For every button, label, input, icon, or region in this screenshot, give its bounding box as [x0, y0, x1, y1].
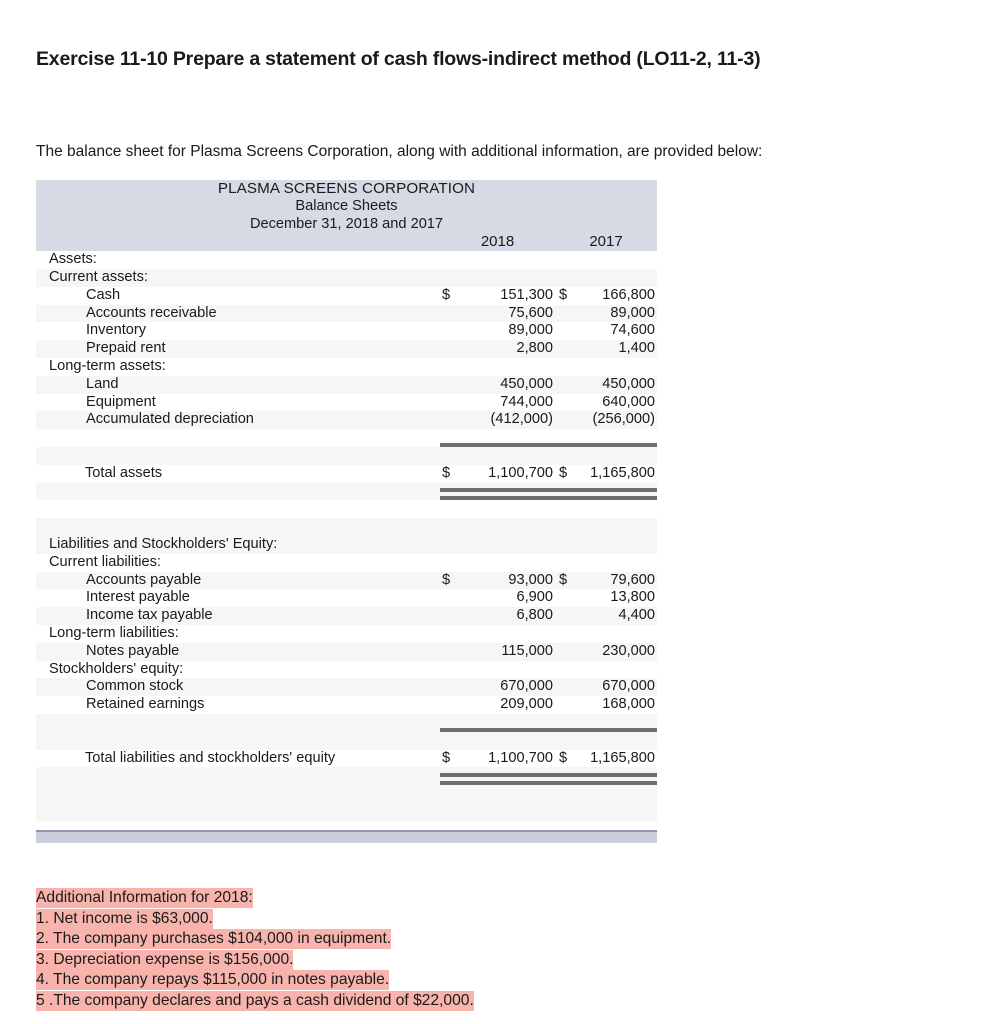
- row-value-cash-2017: 166,800: [577, 287, 657, 305]
- total-liab-eq-value-2017: 1,165,800: [577, 750, 657, 768]
- row-currency-notes-2017: [555, 643, 577, 661]
- row-currency-cs-2017: [555, 678, 577, 696]
- row-value-accounts-payable-2017: 79,600: [577, 572, 657, 590]
- table-row: [36, 411, 657, 429]
- exercise-title: Exercise 11-10 Prepare a statement of cash flows-indirect method (LO11-2, 11-3): [36, 48, 761, 70]
- table-row: [36, 322, 657, 340]
- row-value-interest-payable-2018: 6,900: [460, 589, 555, 607]
- row-value-notes-payable-2017: 230,000: [577, 643, 657, 661]
- row-label-accounts-receivable: Accounts receivable: [36, 305, 440, 323]
- table-row: [36, 358, 657, 376]
- row-currency-accumdep-2018: [440, 411, 460, 429]
- table-row: [36, 287, 657, 305]
- intro-paragraph: The balance sheet for Plasma Screens Corporation, along with additional information, are provided below:: [36, 143, 763, 160]
- table-header-company-row: [36, 180, 657, 198]
- row-currency-prepaid-2018: [440, 340, 460, 358]
- additional-info-item-2: 2. The company purchases $104,000 in equipment.: [36, 930, 392, 948]
- row-currency-inventory-2017: [555, 322, 577, 340]
- row-currency-notes-2018: [440, 643, 460, 661]
- row-currency-cs-2018: [440, 678, 460, 696]
- row-value-cash-2018: 151,300: [460, 287, 555, 305]
- total-liab-eq-currency-2018: $: [440, 750, 460, 768]
- row-label-accounts-payable: Accounts payable: [36, 572, 440, 590]
- row-label-prepaid-rent: Prepaid rent: [36, 340, 440, 358]
- row-value-accounts-receivable-2018: 75,600: [460, 305, 555, 323]
- row-value-income-tax-payable-2018: 6,800: [460, 607, 555, 625]
- row-label-land: Land: [36, 376, 440, 394]
- table-row: [36, 554, 657, 572]
- row-value-common-stock-2018: 670,000: [460, 678, 555, 696]
- row-value-accounts-payable-2018: 93,000: [460, 572, 555, 590]
- row-value-prepaid-rent-2018: 2,800: [460, 340, 555, 358]
- table-row: [36, 269, 657, 287]
- row-currency-itp-2017: [555, 607, 577, 625]
- spacer-row: [36, 785, 657, 803]
- spacer-row: [36, 447, 657, 465]
- row-currency-equipment-2017: [555, 394, 577, 412]
- additional-info-item-5: 5 .The company declares and pays a cash dividend of $22,000.: [36, 991, 474, 1009]
- row-label-notes-payable: Notes payable: [36, 643, 440, 661]
- row-value-inventory-2018: 89,000: [460, 322, 555, 340]
- balance-sheet-table: [36, 180, 657, 821]
- table-row: [36, 696, 657, 714]
- total-assets-currency-2017: $: [555, 465, 577, 483]
- spacer-row: [36, 500, 657, 518]
- assets-header: Assets:: [36, 251, 440, 269]
- table-row: [36, 678, 657, 696]
- total-assets-value-2017: 1,165,800: [577, 465, 657, 483]
- total-liab-eq-value-2018: 1,100,700: [460, 750, 555, 768]
- double-rule-total-liabilities-equity: [440, 767, 657, 785]
- total-assets-currency-2018: $: [440, 465, 460, 483]
- statement-date: December 31, 2018 and 2017: [36, 216, 657, 234]
- row-currency-prepaid-2017: [555, 340, 577, 358]
- additional-info-item-1: 1. Net income is $63,000.: [36, 909, 213, 927]
- current-assets-header: Current assets:: [36, 269, 440, 287]
- table-bottom-bar: [36, 830, 657, 843]
- row-label-inventory: Inventory: [36, 322, 440, 340]
- table-header-statement-row: [36, 198, 657, 216]
- balance-sheet-table-wrapper: [36, 180, 657, 821]
- total-liab-eq-currency-2017: $: [555, 750, 577, 768]
- row-currency-land-2018: [440, 376, 460, 394]
- row-label-retained-earnings: Retained earnings: [36, 696, 440, 714]
- row-label-cash: Cash: [36, 287, 440, 305]
- row-currency-intpay-2018: [440, 589, 460, 607]
- row-value-common-stock-2017: 670,000: [577, 678, 657, 696]
- row-currency-equipment-2018: [440, 394, 460, 412]
- table-row: [36, 394, 657, 412]
- subtotal-rule-assets: [440, 429, 657, 447]
- row-currency-cash-2017: $: [555, 287, 577, 305]
- subtotal-rule-row: [36, 714, 657, 732]
- row-value-equipment-2017: 640,000: [577, 394, 657, 412]
- row-value-interest-payable-2017: 13,800: [577, 589, 657, 607]
- row-value-land-2017: 450,000: [577, 376, 657, 394]
- year-header-spacer: [36, 233, 440, 251]
- row-label-common-stock: Common stock: [36, 678, 440, 696]
- row-currency-ap-2018: $: [440, 572, 460, 590]
- total-liabilities-equity-label: Total liabilities and stockholders' equity: [36, 750, 440, 768]
- current-liabilities-header: Current liabilities:: [36, 554, 440, 572]
- spacer-row: [36, 732, 657, 750]
- row-currency-re-2018: [440, 696, 460, 714]
- table-header-year-row: [36, 233, 657, 251]
- row-label-accumulated-depreciation: Accumulated depreciation: [36, 411, 440, 429]
- additional-info-heading: Additional Information for 2018:: [36, 889, 253, 906]
- total-assets-label: Total assets: [36, 465, 440, 483]
- stockholders-equity-header: Stockholders' equity:: [36, 661, 440, 679]
- row-currency-itp-2018: [440, 607, 460, 625]
- row-value-notes-payable-2018: 115,000: [460, 643, 555, 661]
- table-row: [36, 661, 657, 679]
- total-rule-row: [36, 483, 657, 501]
- row-currency-accumdep-2017: [555, 411, 577, 429]
- row-currency-re-2017: [555, 696, 577, 714]
- additional-info-item-4: 4. The company repays $115,000 in notes payable.: [36, 971, 390, 989]
- row-currency-ap-2017: $: [555, 572, 577, 590]
- long-term-liabilities-header: Long-term liabilities:: [36, 625, 440, 643]
- table-row-total-liabilities-equity: [36, 750, 657, 768]
- row-value-retained-earnings-2017: 168,000: [577, 696, 657, 714]
- long-term-assets-header: Long-term assets:: [36, 358, 440, 376]
- liabilities-equity-header: Liabilities and Stockholders' Equity:: [36, 536, 440, 554]
- row-currency-intpay-2017: [555, 589, 577, 607]
- row-value-prepaid-rent-2017: 1,400: [577, 340, 657, 358]
- row-label-interest-payable: Interest payable: [36, 589, 440, 607]
- table-row: [36, 376, 657, 394]
- table-row: [36, 643, 657, 661]
- table-row: [36, 251, 657, 269]
- row-value-inventory-2017: 74,600: [577, 322, 657, 340]
- table-row: [36, 625, 657, 643]
- total-assets-value-2018: 1,100,700: [460, 465, 555, 483]
- subtotal-rule-row: [36, 429, 657, 447]
- statement-name: Balance Sheets: [36, 198, 657, 216]
- table-row: [36, 536, 657, 554]
- row-value-land-2018: 450,000: [460, 376, 555, 394]
- row-currency-ar-2018: [440, 305, 460, 323]
- row-value-retained-earnings-2018: 209,000: [460, 696, 555, 714]
- double-rule-total-assets: [440, 483, 657, 501]
- table-row: [36, 340, 657, 358]
- table-row: [36, 572, 657, 590]
- row-label-income-tax-payable: Income tax payable: [36, 607, 440, 625]
- row-value-accumulated-depreciation-2018: (412,000): [460, 411, 555, 429]
- table-row: [36, 607, 657, 625]
- table-row-total-assets: [36, 465, 657, 483]
- spacer-row: [36, 518, 657, 536]
- row-value-equipment-2018: 744,000: [460, 394, 555, 412]
- total-rule-row: [36, 767, 657, 785]
- row-value-income-tax-payable-2017: 4,400: [577, 607, 657, 625]
- table-row: [36, 589, 657, 607]
- row-currency-ar-2017: [555, 305, 577, 323]
- row-label-equipment: Equipment: [36, 394, 440, 412]
- additional-info-item-3: 3. Depreciation expense is $156,000.: [36, 950, 294, 968]
- row-value-accumulated-depreciation-2017: (256,000): [577, 411, 657, 429]
- row-currency-land-2017: [555, 376, 577, 394]
- row-value-accounts-receivable-2017: 89,000: [577, 305, 657, 323]
- additional-information-block: [36, 888, 474, 1012]
- spacer-row: [36, 803, 657, 821]
- row-currency-cash-2018: $: [440, 287, 460, 305]
- table-header-date-row: [36, 216, 657, 234]
- column-header-2017: 2017: [555, 233, 657, 251]
- table-row: [36, 305, 657, 323]
- row-currency-inventory-2018: [440, 322, 460, 340]
- company-name: PLASMA SCREENS CORPORATION: [36, 180, 657, 198]
- column-header-2018: 2018: [440, 233, 555, 251]
- subtotal-rule-liabilities: [440, 714, 657, 732]
